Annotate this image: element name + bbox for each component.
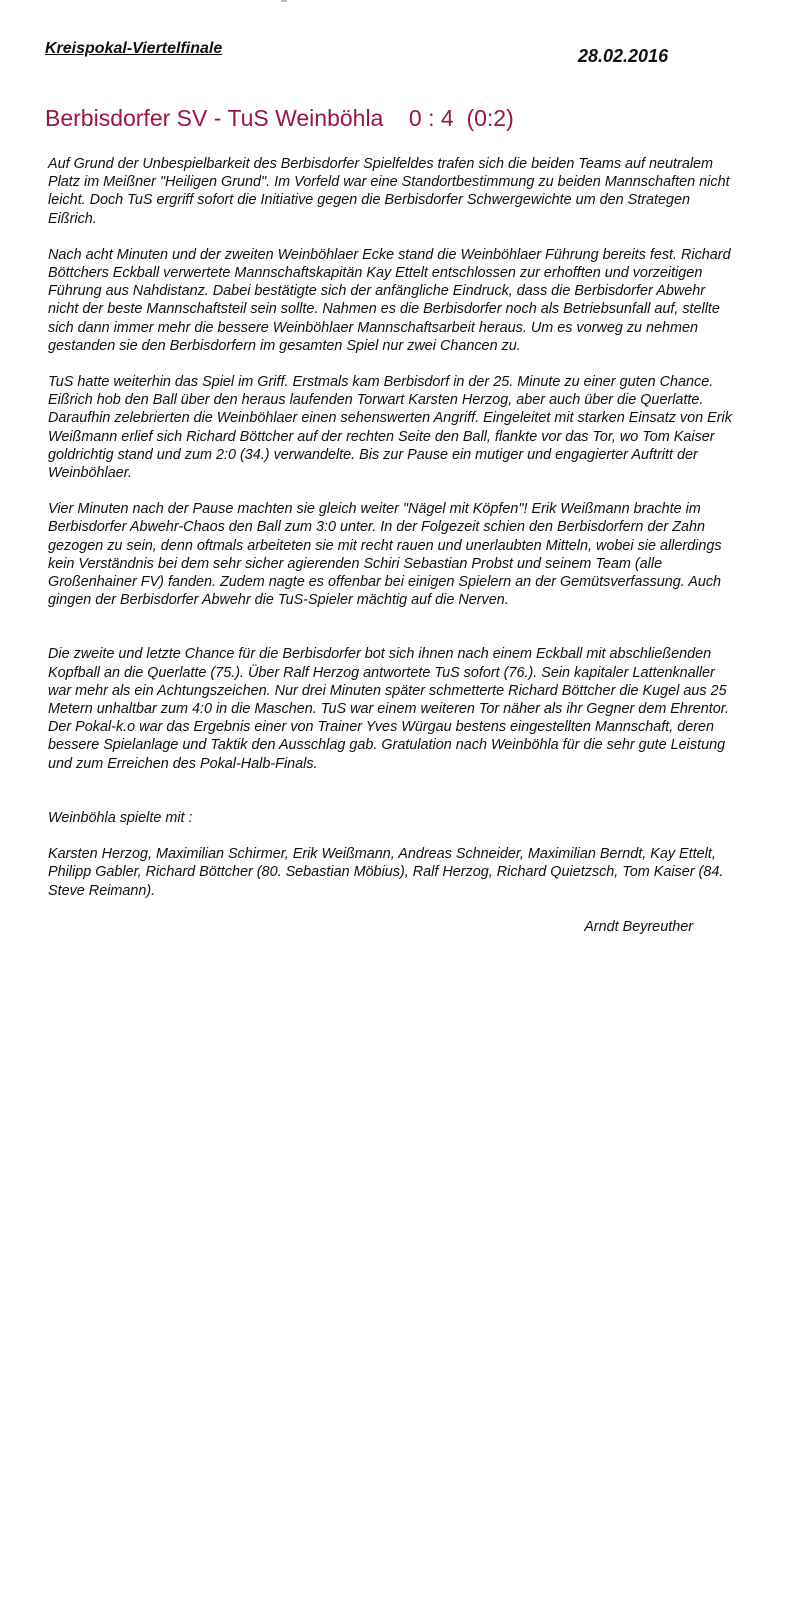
scan-artifact [281, 0, 287, 2]
article-paragraph-4: Vier Minuten nach der Pause machten sie gleich weiter "Nägel mit Köpfen"! Erik Weißmann brachte im Berbisdorfer Abwehr-Chaos den Ball zum 3:0 unter. In der Folgezeit schien den Berbisdorfern der Zahn gezogen zu sein, denn oftmals arbeiteten sie mit recht rauen und unerlaubten Mitteln, wobei sie allerdings kein Verständnis bei dem sehr sicher agierenden Schiri Sebastian Probst und seinem Team (alle Großenhainer FV) fanden. Zudem nagte es offenbar bei einigen Spielern an der Gemütsverfassung. Auch gingen der Berbisdorfer Abwehr die TuS-Spieler mächtig auf die Nerven. [48, 501, 722, 609]
article-paragraph-5: Die zweite und letzte Chance für die Berbisdorfer bot sich ihnen nach einem Eckball mit abschließenden Kopfball an die Querlatte (75.). Über Ralf Herzog antwortete TuS sofort (76.). Sein kapitaler Lattenknaller war mehr als ein Achtungszeichen. Nur drei Minuten später schmetterte Richard Böttcher die Kugel aus 25 Metern unhaltbar zum 4:0 in die Maschen. TuS war einem weiteren Tor näher als ihr Gegner dem Ehrentor. Der Pokal-k.o war das Ergebnis einer von Trainer Yves Würgau bestens eingestellten Mannschaft, deren bessere Spielanlage und Taktik den Ausschlag gab. Gratulation nach Weinböhla für die sehr gute Leistung und zum Erreichen des Pokal-Halb-Finals. [48, 646, 729, 772]
article-paragraph-2: Nach acht Minuten und der zweiten Weinböhlaer Ecke stand die Weinböhlaer Führung bereits fest. Richard Böttchers Eckball verwertete Mannschaftskapitän Kay Ettelt entschlossen zur erhofften und vorzeitigen Führung aus Nahdistanz. Dabei bestätigte sich der anfängliche Eindruck, dass die Berbisdorfer Abwehr nicht der beste Mannschaftsteil sein sollte. Nahmen es die Berbisdorfer noch als Betriebsunfall auf, stellte sich dann immer mehr die bessere Weinböhlaer Mannschaftsarbeit heraus. Um es vorweg zu nehmen gestanden sie den Berbisdorfern im gesamten Spiel nur zwei Chancen zu. [48, 246, 731, 354]
competition-label: Kreispokal-Viertelfinale [45, 40, 223, 57]
article-body [48, 155, 738, 936]
lineup-heading: Weinböhla spielte mit : [48, 809, 193, 826]
author-name: Arndt Beyreuther [584, 918, 693, 935]
lineup-list: Karsten Herzog, Maximilian Schirmer, Erik Weißmann, Andreas Schneider, Maximilian Berndt, Kay Ettelt, Philipp Gabler, Richard Böttcher (80. Sebastian Möbius), Ralf Herzog, Richard Quietzsch, Tom Kaiser (84. Steve Reimann). [48, 846, 724, 899]
match-date: 28.02.2016 [578, 46, 669, 66]
article-paragraph-3: TuS hatte weiterhin das Spiel im Griff. Erstmals kam Berbisdorf in der 25. Minute zu einer guten Chance. Eißrich hob den Ball über den heraus laufenden Torwart Karsten Herzog, aber auch über die Querlatte. Daraufhin zelebrierten die Weinböhlaer einen sehenswerten Angriff. Eingeleitet mit starken Einsatz von Erik Weißmann erlief sich Richard Böttcher auf der rechten Seite den Ball, flankte vor das Tor, wo Tom Kaiser goldrichtig stand und zum 2:0 (34.) verwandelte. Bis zur Pause ein mutiger und engagierter Auftritt der Weinböhlaer. [48, 374, 732, 482]
match-title: Berbisdorfer SV - TuS Weinböhla 0 : 4 (0:2) [45, 105, 514, 131]
article-paragraph-1: Auf Grund der Unbespielbarkeit des Berbisdorfer Spielfeldes trafen sich die beiden Teams auf neutralem Platz im Meißner "Heiligen Grund". Im Vorfeld war eine Standortbestimmung zu beiden Mannschaften nicht leicht. Doch TuS ergriff sofort die Initiative gegen die Berbisdorfer Schwergewichte um den Strategen Eißrich. [48, 156, 730, 227]
